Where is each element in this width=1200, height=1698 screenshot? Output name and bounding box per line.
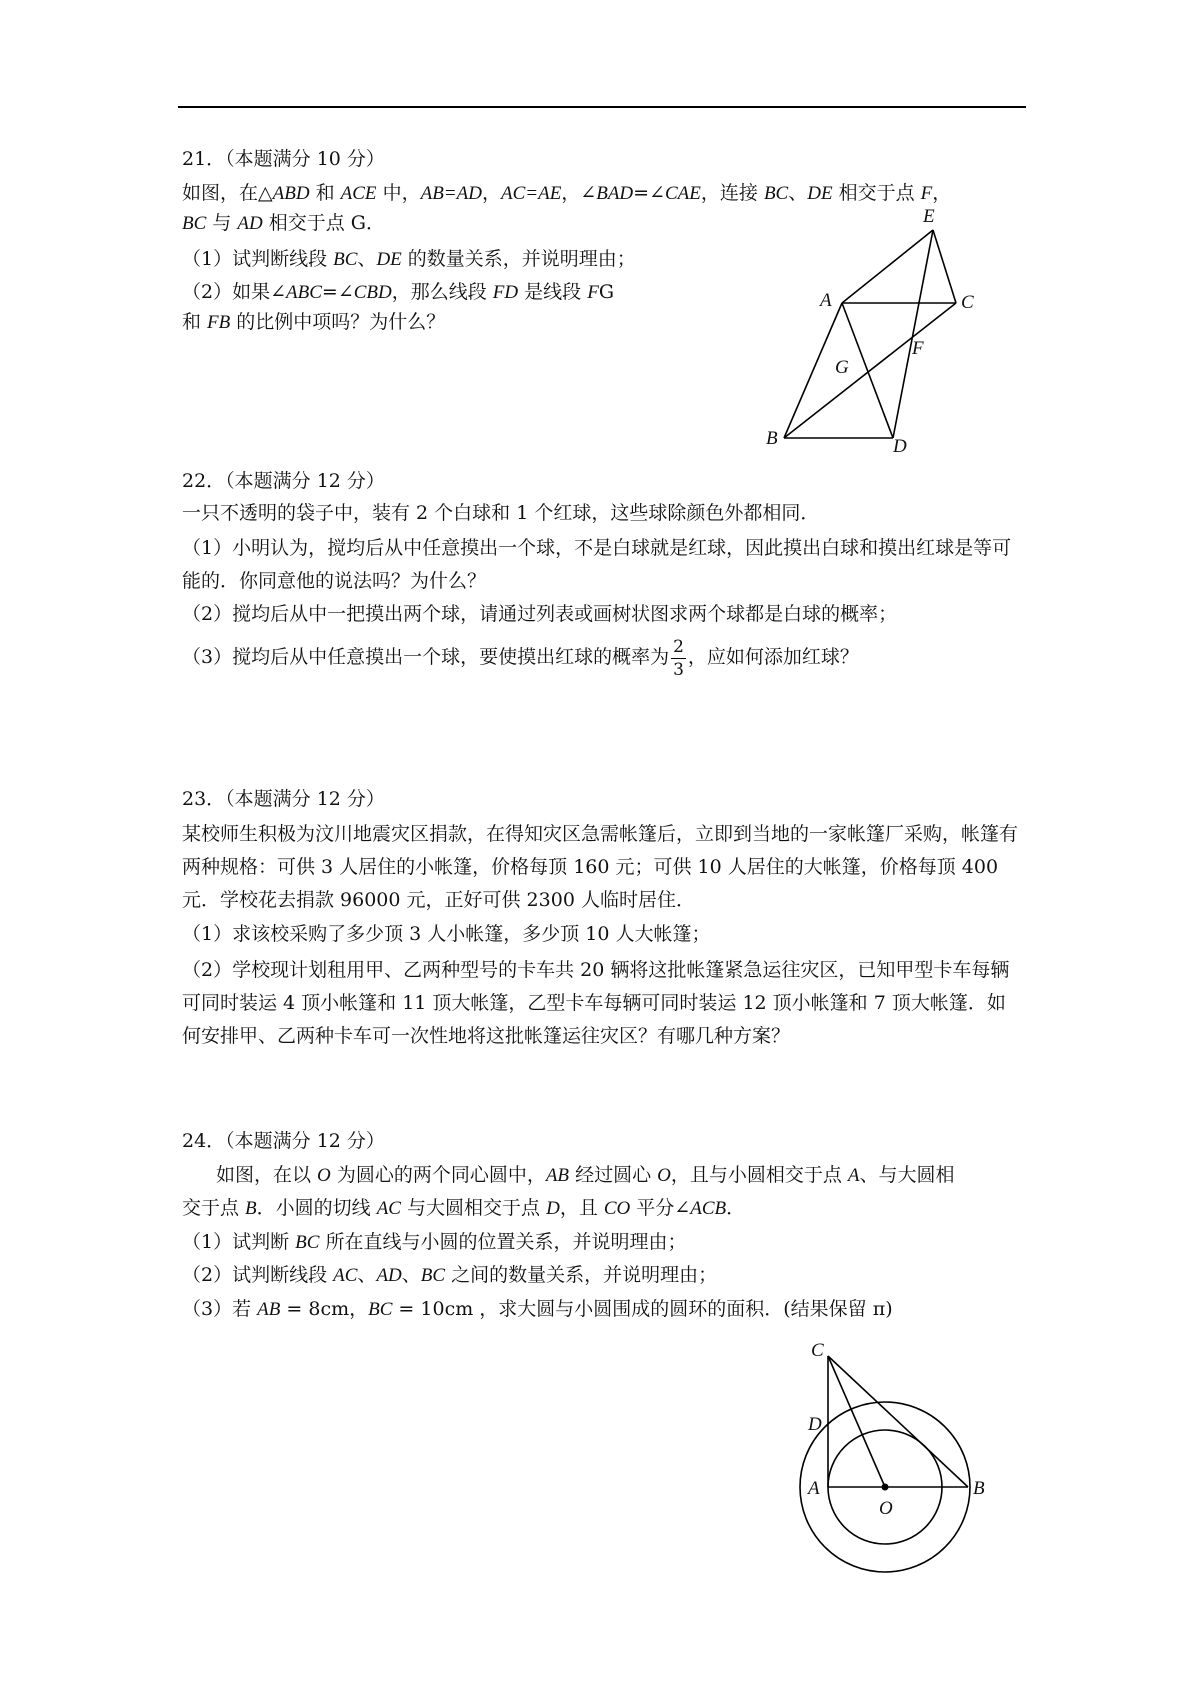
q21-label-A: A [820,290,832,311]
q21-label-E: E [923,206,935,227]
q24-label-A: A [808,1478,820,1499]
q21-label-F: F [912,338,924,359]
q23-stem: 某校师生积极为汶川地震灾区捐款，在得知灾区急需帐篷后，立即到当地的一家帐篷厂采购，帐篷有两种规格：可供 3 人居住的小帐篷，价格每顶 160 元；可供 10 人居住的大帐篷，价格每顶 400 元．学校花去捐款 96000 元，正好可供 2300 人临时居住． [182,823,1019,911]
q21-part1: （1）试判断线段 BC、DE 的数量关系，并说明理由； [182,248,636,270]
q21-seg-EC [933,230,956,303]
q24-label-O: O [879,1498,893,1519]
q24-label-B: B [973,1478,985,1499]
q22-header: 22．（本题满分 12 分） [182,470,385,492]
q24-label-D: D [808,1414,822,1435]
q21-part2-line1: （2）如果∠ABC=∠CBD，那么线段 FD 是线段 FG [182,281,615,303]
q21-seg-AD [842,303,893,438]
top-rule [178,106,1026,108]
q24-header: 24．（本题满分 12 分） [182,1130,385,1152]
q21-seg-AE [842,230,933,303]
q22-part3: （3）搅均后从中任意摸出一个球，要使摸出红球的概率为 $\frac{2}{3}$ ，应如何添加红球？ [182,636,859,680]
q24-part3: （3）若 AB = 8cm，BC = 10cm ，求大圆与小圆围成的圆环的面积．(结果保留 π) [182,1298,893,1320]
q23-part2: （2）学校现计划租用甲、乙两种型号的卡车共 20 辆将这批帐篷紧急运往灾区，已知甲型卡车每辆可同时装运 4 顶小帐篷和 11 顶大帐篷，乙型卡车每辆可同时装运 12 顶小帐篷和 7 顶大帐篷．如何安排甲、乙两种卡车可一次性地将这批帐篷运往灾区？有哪几种方案？ [182,959,1010,1047]
q21-figure [766,200,980,460]
q21-seg-DE [893,230,933,438]
q21-stem-line2: BC 与 AD 相交于点 G． [182,212,385,234]
q24-seg-CB [828,1356,968,1487]
q21-header: 21．（本题满分 10 分） [182,148,385,170]
q24-center-dot [882,1484,889,1491]
q21-label-D: D [893,436,907,457]
q23-part1: （1）求该校采购了多少顶 3 人小帐篷，多少顶 10 人大帐篷； [182,923,711,945]
q21-seg-BC [784,303,956,438]
q21-label-G: G [835,357,849,378]
fraction-two-thirds: $\frac{2}{3}$ [673,636,684,680]
q22-part1: （1）小明认为，搅均后从中任意摸出一个球，不是白球就是红球，因此摸出白球和摸出红球是等可能的．你同意他的说法吗？为什么？ [182,537,1012,592]
q24-label-C: C [811,1340,824,1361]
q24-stem-line2: 交于点 B．小圆的切线 AC 与大圆相交于点 D，且 CO 平分∠ACB． [182,1197,746,1219]
q24-stem-line1: 如图，在以 O 为圆心的两个同心圆中，AB 经过圆心 O，且与小圆相交于点 A、与大圆相 [216,1164,955,1186]
q24-part2: （2）试判断线段 AC、AD、BC 之间的数量关系，并说明理由； [182,1264,718,1286]
q22-stem: 一只不透明的袋子中，装有 2 个白球和 1 个红球，这些球除颜色外都相同． [182,502,820,524]
q21-stem-line1: 如图，在△ABD 和 ACE 中，AB=AD，AC=AE，∠BAD=∠CAE，连接 BC、DE 相交于点 F， [182,182,952,204]
q24-part1: （1）试判断 BC 所在直线与小圆的位置关系，并说明理由； [182,1231,687,1253]
q22-part2: （2）搅均后从中一把摸出两个球，请通过列表或画树状图求两个球都是白球的概率； [182,603,898,625]
q21-label-C: C [961,292,974,313]
q23-header: 23．（本题满分 12 分） [182,788,385,810]
q21-part2-line2: 和 FB 的比例中项吗？为什么？ [182,311,446,333]
q24-seg-CO [828,1356,885,1487]
q21-seg-AB [784,303,842,438]
q21-label-B: B [766,428,778,449]
q24-figure [790,1330,1000,1590]
